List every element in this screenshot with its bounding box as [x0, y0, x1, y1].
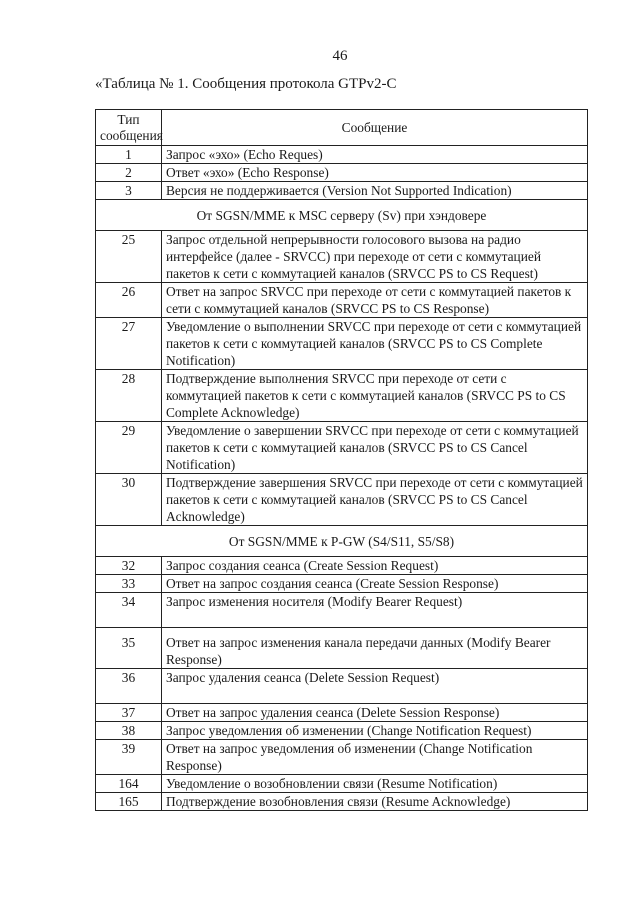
section-row	[96, 526, 588, 557]
message-type-code: 165	[96, 793, 162, 811]
table-row	[96, 474, 588, 526]
message-type-code: 33	[96, 575, 162, 593]
table-row	[96, 575, 588, 593]
table-row	[96, 422, 588, 474]
message-type-code: 25	[96, 231, 162, 283]
message-type-code: 30	[96, 474, 162, 526]
message-description: Уведомление о возобновлении связи (Resume Notification)	[162, 775, 588, 793]
message-description: Уведомление о завершении SRVCC при переходе от сети с коммутацией пакетов к сети с коммутацией каналов (SRVCC PS to CS Cancel Notification)	[162, 422, 588, 474]
message-description: Подтверждение выполнения SRVCC при переходе от сети с коммутацией пакетов к сети с коммутацией каналов (SRVCC PS to CS Complete Acknowledge)	[162, 370, 588, 422]
message-type-code: 2	[96, 164, 162, 182]
message-type-code: 36	[96, 669, 162, 704]
header-message: Сообщение	[162, 110, 588, 146]
message-description: Ответ на запрос уведомления об изменении (Change Notification Response)	[162, 740, 588, 775]
message-type-code: 26	[96, 283, 162, 318]
message-description: Версия не поддерживается (Version Not Supported Indication)	[162, 182, 588, 200]
message-description: Запрос «эхо» (Echo Reques)	[162, 146, 588, 164]
message-description: Ответ на запрос SRVCC при переходе от сети с коммутацией пакетов к сети с коммутацией каналов (SRVCC PS to CS Response)	[162, 283, 588, 318]
message-type-code: 35	[96, 628, 162, 669]
table-row	[96, 182, 588, 200]
table-caption: «Таблица № 1. Сообщения протокола GTPv2-C	[95, 76, 397, 92]
table-row	[96, 669, 588, 704]
table-row	[96, 628, 588, 669]
message-type-code: 32	[96, 557, 162, 575]
message-type-code: 39	[96, 740, 162, 775]
message-description: Ответ на запрос изменения канала передачи данных (Modify Bearer Response)	[162, 628, 588, 669]
header-type-line1: Тип	[117, 111, 140, 127]
message-description: Запрос изменения носителя (Modify Bearer Request)	[162, 593, 588, 628]
table-row	[96, 283, 588, 318]
message-type-code: 164	[96, 775, 162, 793]
table-body	[96, 146, 588, 811]
table-row	[96, 318, 588, 370]
message-description: Запрос отдельной непрерывности голосового вызова на радио интерфейсе (далее - SRVCC) при переходе от сети с коммутацией пакетов к сети с коммутацией каналов (SRVCC PS to CS Request)	[162, 231, 588, 283]
table-row	[96, 704, 588, 722]
table-row	[96, 370, 588, 422]
table-row	[96, 793, 588, 811]
table-row	[96, 593, 588, 628]
table-header-row	[96, 110, 588, 146]
header-message-type	[96, 110, 162, 146]
message-description: Подтверждение завершения SRVCC при переходе от сети с коммутацией пакетов к сети с коммутацией каналов (SRVCC PS to CS Cancel Acknowledge)	[162, 474, 588, 526]
gtp-messages-table	[95, 109, 588, 811]
message-description: Запрос удаления сеанса (Delete Session Request)	[162, 669, 588, 704]
table-row	[96, 775, 588, 793]
message-type-code: 37	[96, 704, 162, 722]
table-row	[96, 231, 588, 283]
message-description: Запрос создания сеанса (Create Session Request)	[162, 557, 588, 575]
message-type-code: 29	[96, 422, 162, 474]
table-row	[96, 722, 588, 740]
message-type-code: 38	[96, 722, 162, 740]
page-number: 46	[332, 48, 348, 64]
message-type-code: 27	[96, 318, 162, 370]
message-type-code: 28	[96, 370, 162, 422]
section-title: От SGSN/MME к P-GW (S4/S11, S5/S8)	[96, 526, 588, 557]
section-row	[96, 200, 588, 231]
message-type-code: 1	[96, 146, 162, 164]
table-row	[96, 740, 588, 775]
table-row	[96, 164, 588, 182]
message-type-code: 34	[96, 593, 162, 628]
message-description: Ответ «эхо» (Echo Response)	[162, 164, 588, 182]
message-description: Ответ на запрос удаления сеанса (Delete Session Response)	[162, 704, 588, 722]
table-row	[96, 146, 588, 164]
header-type-line2: сообщения	[100, 127, 163, 143]
message-type-code: 3	[96, 182, 162, 200]
section-title: От SGSN/MME к MSC серверу (Sv) при хэндовере	[96, 200, 588, 231]
message-description: Уведомление о выполнении SRVCC при переходе от сети с коммутацией пакетов к сети с коммутацией каналов (SRVCC PS to CS Complete Notification)	[162, 318, 588, 370]
message-description: Запрос уведомления об изменении (Change Notification Request)	[162, 722, 588, 740]
table-row	[96, 557, 588, 575]
message-description: Подтверждение возобновления связи (Resume Acknowledge)	[162, 793, 588, 811]
message-description: Ответ на запрос создания сеанса (Create Session Response)	[162, 575, 588, 593]
